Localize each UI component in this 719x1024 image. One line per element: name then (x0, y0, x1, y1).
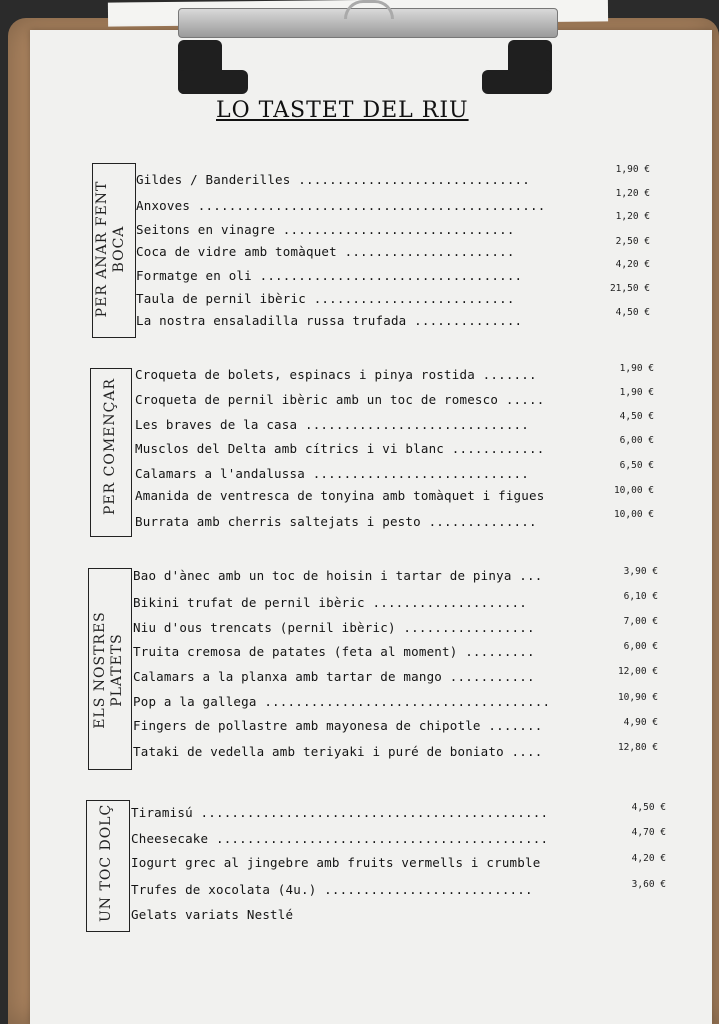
menu-item: Fingers de pollastre amb mayonesa de chipotle ....... (133, 718, 543, 733)
menu-item-price: 6,50 € (619, 460, 654, 471)
menu-item-price: 1,90 € (619, 387, 654, 398)
menu-item: Croqueta de pernil ibèric amb un toc de romesco ..... (135, 392, 545, 407)
menu-item: Bikini trufat de pernil ibèric .................... (133, 595, 528, 610)
menu-item-price: 1,20 € (615, 188, 650, 199)
menu-item: Musclos del Delta amb cítrics i vi blanc ............ (135, 441, 545, 456)
section-label-line1: UN TOC DOLÇ (98, 803, 114, 922)
menu-item: Calamars a la planxa amb tartar de mango ........... (133, 669, 535, 684)
menu-item: Tataki de vedella amb teriyaki i puré de boniato .... (133, 744, 543, 759)
menu-item-price: 4,50 € (615, 307, 650, 318)
menu-item-price: 3,60 € (631, 879, 666, 890)
menu-item: Trufes de xocolata (4u.) ........................... (131, 882, 533, 897)
menu-item: Les braves de la casa ............................. (135, 417, 530, 432)
section-label-per-comencar (102, 378, 119, 515)
menu-item-price: 4,50 € (631, 802, 666, 813)
menu-item: Formatge en oli .................................. (136, 268, 523, 283)
section-label-els-nostres-platets (92, 595, 126, 745)
menu-item-price: 1,20 € (615, 211, 650, 222)
menu-item: Iogurt grec al jingebre amb fruits vermells i crumble (131, 855, 541, 870)
section-label-line1: PER COMENÇAR (102, 378, 118, 515)
menu-item-price: 10,00 € (613, 509, 654, 520)
menu-item-price: 10,90 € (617, 692, 658, 703)
menu-item-price: 4,20 € (631, 853, 666, 864)
section-label-line1: PER ANAR FENT (94, 180, 110, 318)
menu-item-price: 6,00 € (619, 435, 654, 446)
menu-item: La nostra ensaladilla russa trufada .............. (136, 313, 523, 328)
menu-item-price: 4,90 € (623, 717, 658, 728)
menu-item-price: 4,20 € (615, 259, 650, 270)
menu-item-price: 6,10 € (623, 591, 658, 602)
menu-item-price: 2,50 € (615, 236, 650, 247)
section-label-per-anar-fent-boca (94, 170, 128, 328)
menu-item: Anxoves ............................................. (136, 198, 546, 213)
menu-item-price: 3,90 € (623, 566, 658, 577)
menu-item-price: 4,50 € (619, 411, 654, 422)
menu-item: Truita cremosa de patates (feta al moment) ......... (133, 644, 535, 659)
clip-right-arm (482, 70, 552, 94)
section-label-line1: ELS NOSTRES (92, 611, 108, 729)
menu-item-price: 21,50 € (609, 283, 650, 294)
menu-item: Amanida de ventresca de tonyina amb tomàquet i figues (135, 488, 545, 503)
menu-title: LO TASTET DEL RIU (216, 98, 469, 123)
menu-item: Bao d'ànec amb un toc de hoisin i tartar de pinya ... (133, 568, 543, 583)
menu-item-price: 10,00 € (613, 485, 654, 496)
menu-item-price: 12,80 € (617, 742, 658, 753)
menu-item-price: 1,90 € (615, 164, 650, 175)
menu-item-price: 12,00 € (617, 666, 658, 677)
menu-item: Taula de pernil ibèric .......................... (136, 291, 515, 306)
menu-item: Seitons en vinagre .............................. (136, 222, 515, 237)
section-label-line2: BOCA (111, 225, 127, 273)
menu-item: Niu d'ous trencats (pernil ibèric) ................. (133, 620, 535, 635)
menu-item: Pop a la gallega ..................................... (133, 694, 551, 709)
menu-item: Coca de vidre amb tomàquet ...................... (136, 244, 515, 259)
menu-item: Croqueta de bolets, espinacs i pinya rostida ....... (135, 367, 537, 382)
menu-item: Tiramisú ............................................. (131, 805, 549, 820)
menu-item-price: 6,00 € (623, 641, 658, 652)
menu-item-price: 7,00 € (623, 616, 658, 627)
menu-item: Cheesecake ........................................... (131, 831, 549, 846)
menu-item: Burrata amb cherris saltejats i pesto .............. (135, 514, 537, 529)
section-label-line2: PLATETS (109, 633, 125, 707)
section-label-un-toc-dolc (98, 804, 115, 922)
menu-item: Calamars a l'andalussa ............................ (135, 466, 530, 481)
menu-item: Gelats variats Nestlé (131, 907, 294, 922)
menu-item: Gildes / Banderilles .............................. (136, 172, 531, 187)
menu-item-price: 1,90 € (619, 363, 654, 374)
clip-left-arm (178, 70, 248, 94)
menu-item-price: 4,70 € (631, 827, 666, 838)
